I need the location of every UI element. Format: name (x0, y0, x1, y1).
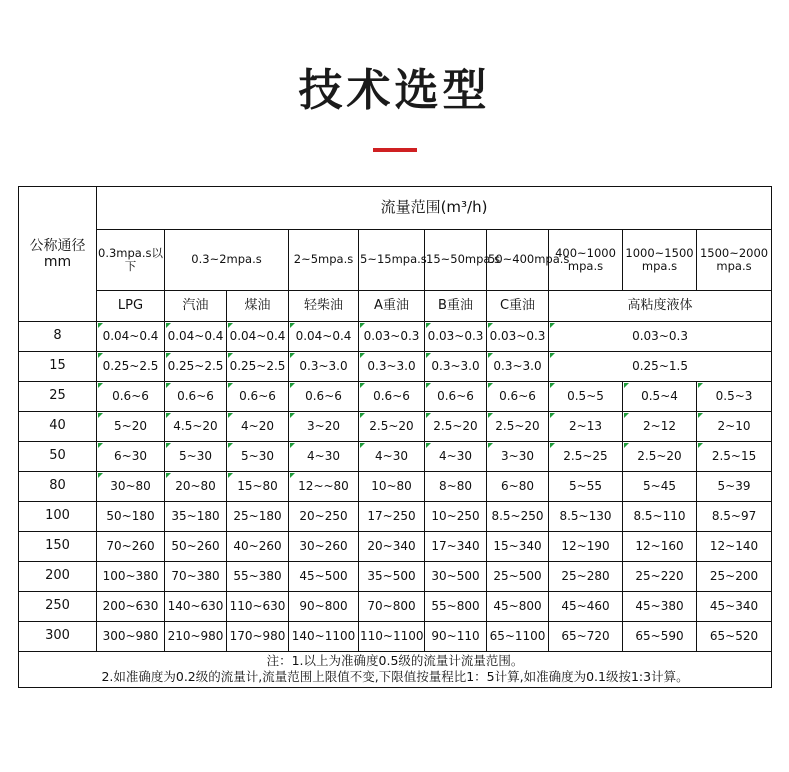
cell-value: 20~80 (165, 472, 227, 502)
cell-value: 65~1100 (487, 622, 549, 652)
cell-value: 3~30 (487, 442, 549, 472)
cell-value: 20~340 (359, 532, 425, 562)
cell-value: 0.04~0.4 (289, 322, 359, 352)
cell-value: 0.3~3.0 (289, 352, 359, 382)
table-row (19, 412, 772, 442)
header-viscosity-2: 0.3~2mpa.s (165, 230, 289, 291)
cell-value: 100~380 (97, 562, 165, 592)
cell-value: 110~630 (227, 592, 289, 622)
cell-value: 55~380 (227, 562, 289, 592)
cell-value: 0.03~0.3 (487, 322, 549, 352)
cell-value: 12~140 (697, 532, 772, 562)
cell-value: 6~30 (97, 442, 165, 472)
cell-value: 30~500 (425, 562, 487, 592)
table-row (19, 442, 772, 472)
cell-dn: 100 (19, 502, 97, 532)
cell-dn: 25 (19, 382, 97, 412)
cell-value: 65~720 (549, 622, 623, 652)
header-dn-unit: mm (43, 254, 72, 270)
cell-value: 0.3~3.0 (425, 352, 487, 382)
header-viscosity-8: 1000~1500 mpa.s (623, 230, 697, 291)
cell-value: 40~260 (227, 532, 289, 562)
cell-value: 5~30 (165, 442, 227, 472)
header-product-light-diesel: 轻柴油 (289, 291, 359, 322)
cell-value: 70~380 (165, 562, 227, 592)
table-notes (19, 652, 772, 688)
cell-value: 30~260 (289, 532, 359, 562)
cell-value: 0.25~2.5 (165, 352, 227, 382)
cell-value: 8.5~130 (549, 502, 623, 532)
cell-dn: 150 (19, 532, 97, 562)
cell-value: 8.5~110 (623, 502, 697, 532)
cell-value: 0.04~0.4 (97, 322, 165, 352)
cell-value: 12~160 (623, 532, 697, 562)
cell-value: 0.5~4 (623, 382, 697, 412)
header-viscosity-3: 2~5mpa.s (289, 230, 359, 291)
header-product-gasoline: 汽油 (165, 291, 227, 322)
cell-value: 140~630 (165, 592, 227, 622)
cell-value: 0.6~6 (97, 382, 165, 412)
cell-value: 35~180 (165, 502, 227, 532)
cell-value: 10~250 (425, 502, 487, 532)
cell-value: 0.3~3.0 (359, 352, 425, 382)
table-row (19, 592, 772, 622)
cell-value: 35~500 (359, 562, 425, 592)
page-title: 技术选型 (298, 65, 491, 116)
cell-value: 8.5~250 (487, 502, 549, 532)
header-product-c-heavy-oil: C重油 (487, 291, 549, 322)
cell-value: 17~250 (359, 502, 425, 532)
cell-value: 5~55 (549, 472, 623, 502)
cell-value: 0.6~6 (425, 382, 487, 412)
cell-value: 2~12 (623, 412, 697, 442)
cell-value: 0.5~5 (549, 382, 623, 412)
header-viscosity-7: 400~1000 mpa.s (549, 230, 623, 291)
cell-value: 0.03~0.3 (425, 322, 487, 352)
cell-value: 0.03~0.3 (549, 322, 772, 352)
cell-value: 4~30 (359, 442, 425, 472)
cell-value: 2.5~15 (697, 442, 772, 472)
cell-value: 2.5~20 (425, 412, 487, 442)
cell-value: 4~30 (289, 442, 359, 472)
cell-value: 0.6~6 (227, 382, 289, 412)
cell-value: 0.04~0.4 (227, 322, 289, 352)
cell-value: 2.5~20 (623, 442, 697, 472)
table-header-row-flow (19, 187, 772, 230)
cell-value: 90~110 (425, 622, 487, 652)
cell-value: 15~340 (487, 532, 549, 562)
cell-value: 2~10 (697, 412, 772, 442)
title-underline-rule (373, 148, 417, 152)
cell-value: 25~500 (487, 562, 549, 592)
cell-value: 55~800 (425, 592, 487, 622)
cell-value: 25~200 (697, 562, 772, 592)
cell-value: 0.04~0.4 (165, 322, 227, 352)
cell-value: 110~1100 (359, 622, 425, 652)
cell-value: 0.25~2.5 (97, 352, 165, 382)
cell-value: 12~~80 (289, 472, 359, 502)
header-viscosity-6: 50~400mpa.s (487, 230, 549, 291)
table-header-row-viscosity (19, 230, 772, 291)
cell-value: 5~30 (227, 442, 289, 472)
cell-value: 0.6~6 (487, 382, 549, 412)
cell-value: 65~590 (623, 622, 697, 652)
cell-value: 4.5~20 (165, 412, 227, 442)
cell-value: 200~630 (97, 592, 165, 622)
cell-value: 25~280 (549, 562, 623, 592)
cell-value: 70~260 (97, 532, 165, 562)
cell-value: 2.5~25 (549, 442, 623, 472)
cell-value: 30~80 (97, 472, 165, 502)
cell-value: 5~45 (623, 472, 697, 502)
table-row (19, 562, 772, 592)
cell-value: 170~980 (227, 622, 289, 652)
table-row (19, 502, 772, 532)
cell-value: 0.6~6 (359, 382, 425, 412)
cell-value: 8.5~97 (697, 502, 772, 532)
cell-value: 15~80 (227, 472, 289, 502)
cell-value: 0.6~6 (289, 382, 359, 412)
cell-value: 10~80 (359, 472, 425, 502)
cell-value: 45~380 (623, 592, 697, 622)
technical-selection-table (18, 186, 772, 688)
header-flow-range: 流量范围(m³/h) (97, 187, 772, 230)
cell-value: 25~220 (623, 562, 697, 592)
header-product-high-viscosity: 高粘度液体 (549, 291, 772, 322)
table-row (19, 622, 772, 652)
cell-dn: 200 (19, 562, 97, 592)
cell-value: 45~340 (697, 592, 772, 622)
cell-value: 45~460 (549, 592, 623, 622)
table-row (19, 352, 772, 382)
header-viscosity-5: 15~50mpa.s (425, 230, 487, 291)
cell-value: 50~260 (165, 532, 227, 562)
cell-dn: 8 (19, 322, 97, 352)
cell-dn: 80 (19, 472, 97, 502)
cell-value: 70~800 (359, 592, 425, 622)
header-nominal-diameter (19, 187, 97, 322)
cell-value: 300~980 (97, 622, 165, 652)
cell-value: 4~30 (425, 442, 487, 472)
table-notes-row (19, 652, 772, 688)
cell-value: 4~20 (227, 412, 289, 442)
cell-value: 5~20 (97, 412, 165, 442)
cell-value: 12~190 (549, 532, 623, 562)
cell-value: 65~520 (697, 622, 772, 652)
cell-value: 0.25~1.5 (549, 352, 772, 382)
cell-value: 50~180 (97, 502, 165, 532)
table-row (19, 532, 772, 562)
cell-value: 45~800 (487, 592, 549, 622)
cell-dn: 300 (19, 622, 97, 652)
header-product-kerosene: 煤油 (227, 291, 289, 322)
cell-value: 5~39 (697, 472, 772, 502)
cell-value: 25~180 (227, 502, 289, 532)
cell-value: 2~13 (549, 412, 623, 442)
table-header-row-product (19, 291, 772, 322)
cell-value: 45~500 (289, 562, 359, 592)
header-dn-label: 公称通径 (29, 237, 86, 254)
cell-value: 8~80 (425, 472, 487, 502)
cell-dn: 40 (19, 412, 97, 442)
cell-value: 2.5~20 (487, 412, 549, 442)
cell-value: 0.25~2.5 (227, 352, 289, 382)
table-row (19, 472, 772, 502)
note-line-2: 2.如准确度为0.2级的流量计,流量范围上限值不变,下限值按量程比1：5计算,如准确度为0.1级按1:3计算。 (101, 669, 689, 685)
header-viscosity-1: 0.3mpa.s以下 (97, 230, 165, 291)
cell-value: 140~1100 (289, 622, 359, 652)
cell-value: 17~340 (425, 532, 487, 562)
header-product-a-heavy-oil: A重油 (359, 291, 425, 322)
header-viscosity-4: 5~15mpa.s (359, 230, 425, 291)
spec-table-container (18, 186, 771, 688)
cell-value: 2.5~20 (359, 412, 425, 442)
cell-value: 3~20 (289, 412, 359, 442)
cell-value: 0.6~6 (165, 382, 227, 412)
header-viscosity-9: 1500~2000 mpa.s (697, 230, 772, 291)
cell-value: 0.5~3 (697, 382, 772, 412)
table-row (19, 322, 772, 352)
cell-dn: 15 (19, 352, 97, 382)
cell-dn: 50 (19, 442, 97, 472)
cell-value: 0.3~3.0 (487, 352, 549, 382)
cell-value: 90~800 (289, 592, 359, 622)
cell-value: 6~80 (487, 472, 549, 502)
header-product-b-heavy-oil: B重油 (425, 291, 487, 322)
header-product-lpg: LPG (97, 291, 165, 322)
cell-value: 0.03~0.3 (359, 322, 425, 352)
cell-dn: 250 (19, 592, 97, 622)
table-row (19, 382, 772, 412)
note-line-1: 注：1.以上为准确度0.5级的流量计流量范围。 (266, 653, 524, 668)
cell-value: 20~250 (289, 502, 359, 532)
cell-value: 210~980 (165, 622, 227, 652)
